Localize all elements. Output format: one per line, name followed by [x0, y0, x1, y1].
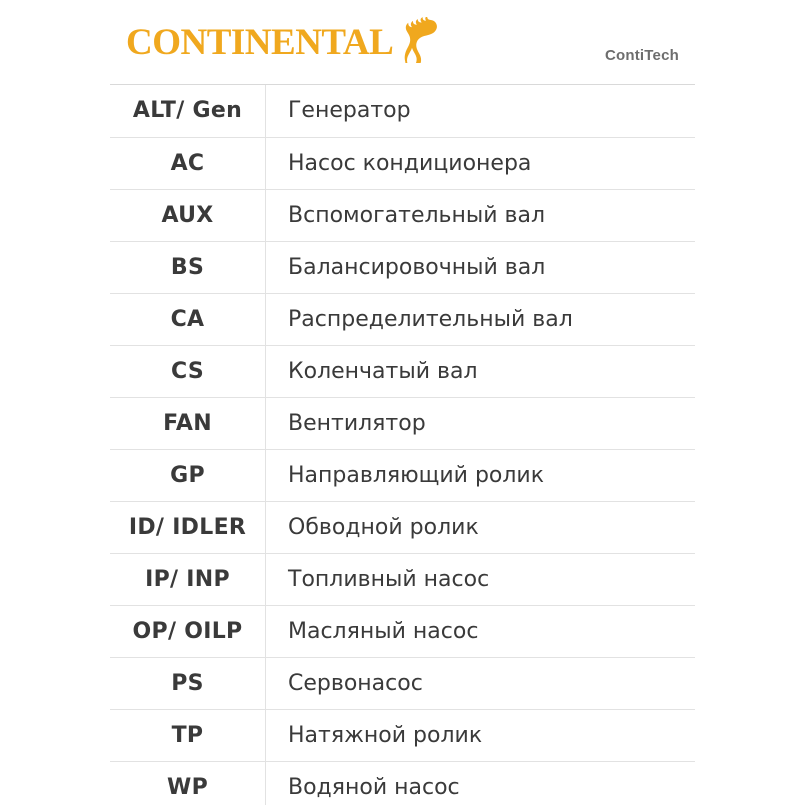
abbreviation-code: OP/ OILP: [110, 605, 266, 657]
table-row: [110, 241, 695, 293]
abbreviation-description: Масляный насос: [266, 605, 696, 657]
brand-header: [110, 0, 695, 85]
abbreviation-description: Натяжной ролик: [266, 709, 696, 761]
abbreviation-description: Обводной ролик: [266, 501, 696, 553]
table-row: [110, 189, 695, 241]
abbreviation-code: WP: [110, 761, 266, 805]
table-row: [110, 657, 695, 709]
abbreviation-code: TP: [110, 709, 266, 761]
table-row: [110, 85, 695, 137]
table-row: [110, 709, 695, 761]
abbreviation-description: Сервонасос: [266, 657, 696, 709]
sub-brand-label: ContiTech: [604, 47, 679, 64]
table-row: [110, 553, 695, 605]
abbreviation-table: [110, 85, 695, 805]
abbreviation-code: IP/ INP: [110, 553, 266, 605]
abbreviation-description: Коленчатый вал: [266, 345, 696, 397]
table-row: [110, 293, 695, 345]
abbreviation-code: CS: [110, 345, 266, 397]
abbreviation-code: ALT/ Gen: [110, 85, 266, 137]
abbreviation-description: Направляющий ролик: [266, 449, 696, 501]
table-row: [110, 345, 695, 397]
table-row: [110, 605, 695, 657]
abbreviation-description: Вентилятор: [266, 397, 696, 449]
abbreviation-code: PS: [110, 657, 266, 709]
abbreviation-sheet: [110, 0, 695, 805]
table-row: [110, 501, 695, 553]
abbreviation-code: ID/ IDLER: [110, 501, 266, 553]
table-row: [110, 137, 695, 189]
abbreviation-description: Генератор: [266, 85, 696, 137]
abbreviation-code: AUX: [110, 189, 266, 241]
abbreviation-description: Насос кондиционера: [266, 137, 696, 189]
abbreviation-code: BS: [110, 241, 266, 293]
abbreviation-code: GP: [110, 449, 266, 501]
abbreviation-description: Топливный насос: [266, 553, 696, 605]
horse-logo-icon: [396, 17, 438, 68]
brand-logo: [126, 17, 438, 68]
brand-wordmark: CONTINENTAL: [126, 21, 394, 63]
abbreviation-description: Вспомогательный вал: [266, 189, 696, 241]
abbreviation-code: FAN: [110, 397, 266, 449]
abbreviation-description: Распределительный вал: [266, 293, 696, 345]
abbreviation-description: Балансировочный вал: [266, 241, 696, 293]
abbreviation-code: CA: [110, 293, 266, 345]
abbreviation-code: AC: [110, 137, 266, 189]
abbreviation-description: Водяной насос: [266, 761, 696, 805]
table-row: [110, 761, 695, 805]
table-row: [110, 449, 695, 501]
table-row: [110, 397, 695, 449]
